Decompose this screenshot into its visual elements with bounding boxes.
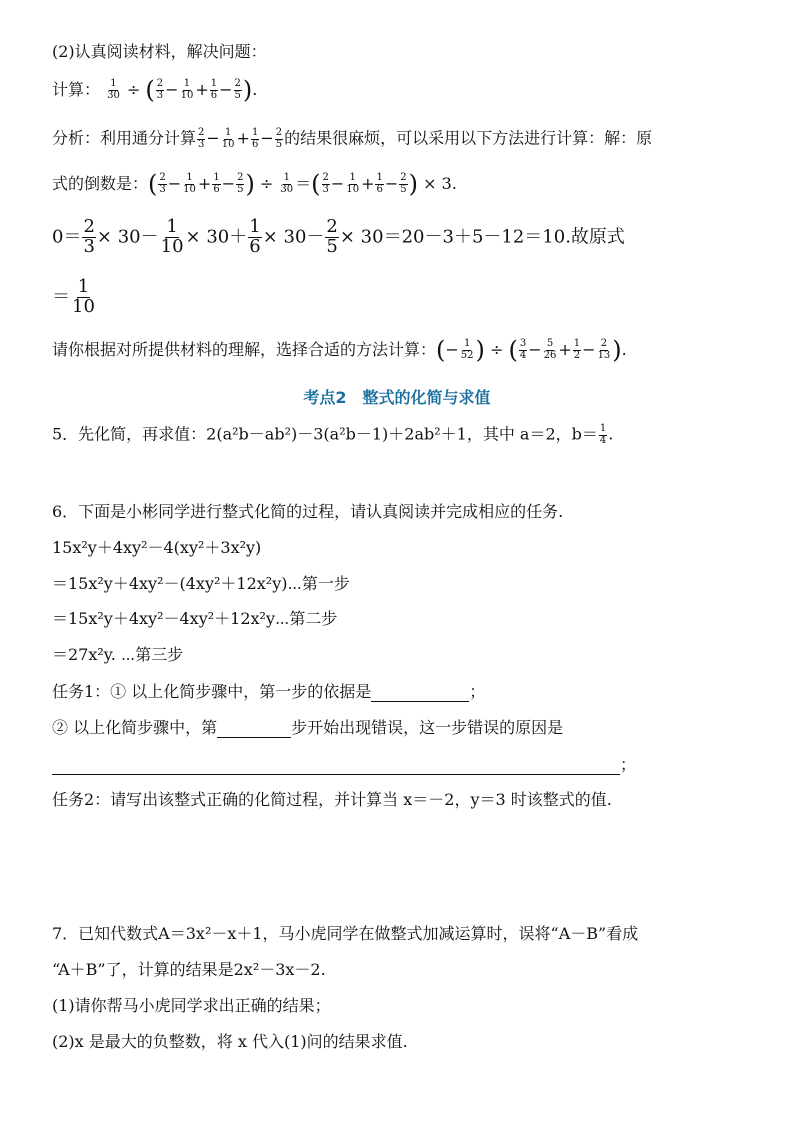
- answer-blank[interactable]: [371, 682, 469, 702]
- reciprocal-line: 式的倒数是：( $\frac{2}{3}$ − $\frac{1}{10}$ + $\frac{1}{6}$ − $\frac{2}{5}$ ) ÷ $\frac{1}{30}$ ＝( $\frac{2}{3}$ − $\frac{1}{10}$ + $\frac{1}{6}$ − $\frac{2}{5}$ ) × 3.: [52, 170, 457, 198]
- question-7-part-1: (1)请你帮马小虎同学求出正确的结果；: [52, 996, 331, 1015]
- section-title: 考点2 整式的化简与求值: [303, 388, 491, 407]
- calc-expression: 计算： $\frac{1}{30}$ ÷ ( $\frac{2}{3}$ − $\frac{1}{10}$ + $\frac{1}{6}$ − $\frac{2}{5}$ ).: [52, 76, 258, 104]
- question-5: 5．先化简，再求值：2(a²b－ab²)－3(a²b－1)＋2ab²＋1，其中 a＝2，b＝ $\frac{1}{4}$ .: [52, 423, 614, 446]
- result-line: ＝ $\frac{1}{10}$: [52, 276, 95, 317]
- q6-step-3: ＝27x²y. ⋯第三步: [52, 645, 184, 664]
- step-blank[interactable]: [217, 718, 291, 738]
- task1-part-a: 任务1：① 以上化简步骤中，第一步的依据是 ；: [52, 682, 486, 701]
- question-7-cont: “A＋B”了，计算的结果是2x²－3x－2.: [52, 960, 326, 979]
- question-6-intro: 6．下面是小彬同学进行整式化简的过程，请认真阅读并完成相应的任务.: [52, 502, 564, 521]
- reason-blank-line: ；: [52, 755, 636, 775]
- analysis-text: 分析：利用通分计算 $\frac{2}{3}$ − $\frac{1}{10}$ + $\frac{1}{6}$ − $\frac{2}{5}$ 的结果很麻烦，可以采用以下方法进行计算：解：原: [52, 127, 653, 150]
- task-2: 任务2：请写出该整式正确的化简过程，并计算当 x＝－2，y＝3 时该整式的值.: [52, 790, 612, 809]
- task1-part-b: ② 以上化简步骤中，第 步开始出现错误，这一步错误的原因是: [52, 718, 564, 737]
- question-7: 7．已知代数式A＝3x²－x＋1，马小虎同学在做整式加减运算时，误将“A－B”看成: [52, 924, 639, 943]
- expansion-line: 0＝ $\frac{2}{3}$ × 30－ $\frac{1}{10}$ × 30＋ $\frac{1}{6}$ × 30－ $\frac{2}{5}$ × 30＝20－3＋5－12＝10.故原式: [52, 216, 625, 257]
- q6-step-1: ＝15x²y＋4xy²－(4xy²＋12x²y)⋯第一步: [52, 574, 350, 593]
- part2-heading: (2)认真阅读材料，解决问题：: [52, 42, 267, 61]
- question-7-part-2: (2)x 是最大的负整数，将 x 代入(1)问的结果求值.: [52, 1032, 408, 1051]
- q6-step-0: 15x²y＋4xy²－4(xy²＋3x²y): [52, 538, 262, 557]
- fraction: $\frac{1}{30}$: [107, 78, 120, 101]
- task-prompt: 请你根据对所提供材料的理解，选择合适的方法计算：(− $\frac{1}{52}$ ) ÷ ( $\frac{3}{4}$ − $\frac{5}{26}$ + $\frac{1}{2}$ − $\frac{2}{13}$ ).: [52, 336, 627, 364]
- reason-blank[interactable]: [52, 755, 620, 775]
- q6-step-2: ＝15x²y＋4xy²－4xy²＋12x²y⋯第二步: [52, 609, 338, 628]
